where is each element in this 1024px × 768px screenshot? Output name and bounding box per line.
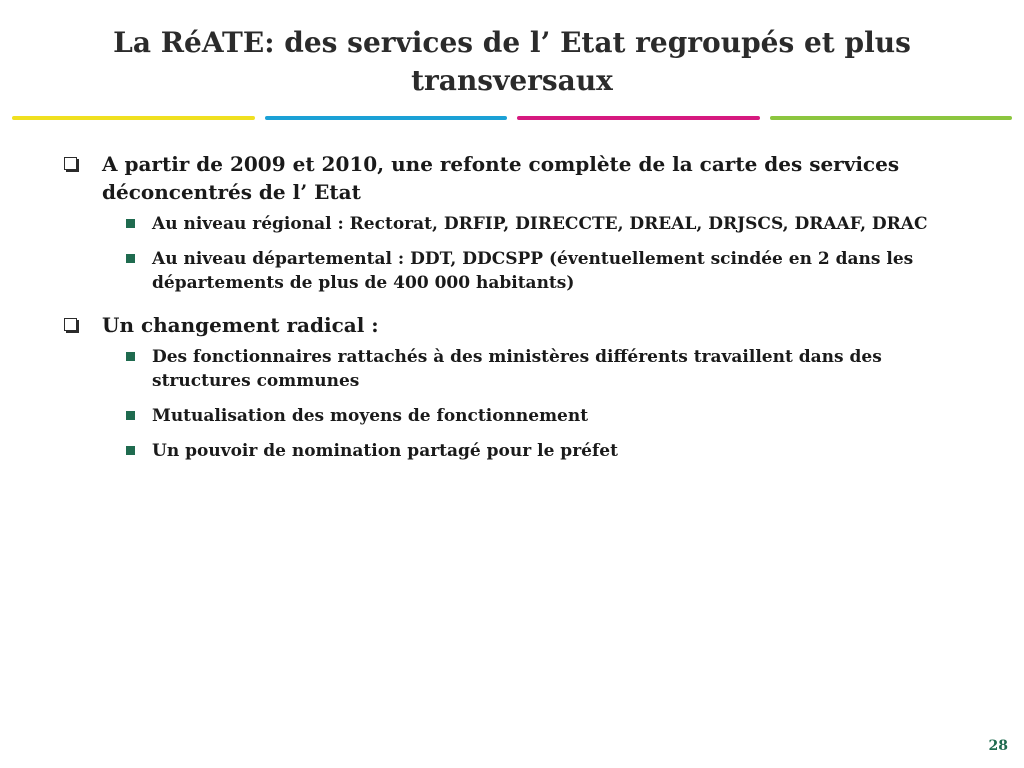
- slide-title-line-2: transversaux: [411, 64, 613, 97]
- filled-square-bullet-icon: [126, 352, 135, 361]
- level1-bullet-item: [60, 150, 980, 206]
- bullet-section-2: [60, 311, 980, 463]
- level2-bullet-text: Au niveau régional : Rectorat, DRFIP, DIRECCTE, DREAL, DRJSCS, DRAAF, DRAC: [152, 214, 928, 234]
- filled-square-bullet-icon: [126, 219, 135, 228]
- level1-bullet-item: [60, 311, 980, 339]
- sub-bullet-list: [60, 212, 980, 295]
- divider-bar-green: [770, 116, 1013, 120]
- filled-square-bullet-icon: [126, 446, 135, 455]
- level2-bullet-item: [60, 247, 980, 295]
- slide-title: [60, 24, 964, 100]
- divider-bar-blue: [265, 116, 508, 120]
- level2-bullet-item: [60, 404, 980, 428]
- slide-content: [60, 150, 980, 479]
- divider-bar-magenta: [517, 116, 760, 120]
- level1-bullet-text: Un changement radical :: [102, 313, 379, 337]
- level2-bullet-text: Un pouvoir de nomination partagé pour le préfet: [152, 441, 618, 461]
- filled-square-bullet-icon: [126, 411, 135, 420]
- page-number: 28: [988, 738, 1008, 754]
- slide-title-line-1: La RéATE: des services de l’ Etat regroupés et plus: [113, 26, 911, 59]
- sub-bullet-list: [60, 345, 980, 463]
- level2-bullet-item: [60, 212, 980, 236]
- color-divider: [12, 116, 1012, 120]
- level2-bullet-text: Au niveau départemental : DDT, DDCSPP (éventuellement scindée en 2 dans les départements de plus de 400 000 habitants): [152, 249, 914, 293]
- hollow-square-bullet-icon: [64, 157, 77, 170]
- bullet-section-1: [60, 150, 980, 295]
- level2-bullet-item: [60, 439, 980, 463]
- level2-bullet-item: [60, 345, 980, 393]
- level2-bullet-text: Des fonctionnaires rattachés à des ministères différents travaillent dans des structures communes: [152, 347, 882, 391]
- filled-square-bullet-icon: [126, 254, 135, 263]
- hollow-square-bullet-icon: [64, 318, 77, 331]
- divider-bar-yellow: [12, 116, 255, 120]
- level2-bullet-text: Mutualisation des moyens de fonctionnement: [152, 406, 589, 426]
- level1-bullet-text: A partir de 2009 et 2010, une refonte complète de la carte des services déconcentrés de l’ Etat: [102, 152, 900, 204]
